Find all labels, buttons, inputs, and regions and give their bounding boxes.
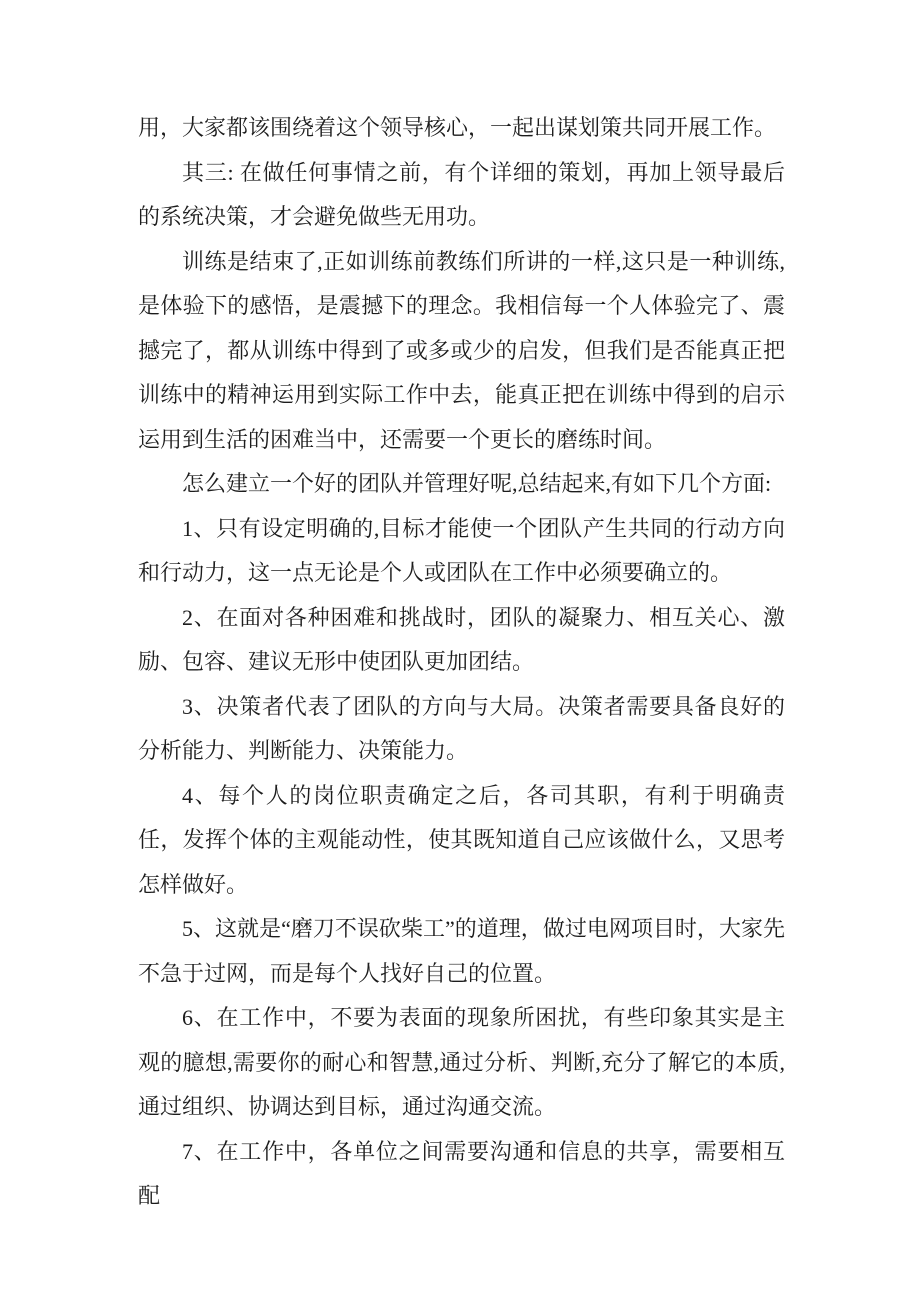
paragraph: 其三: 在做任何事情之前，有个详细的策划，再加上领导最后的系统决策，才会避免做些无用功。 [138,159,785,229]
paragraph: 5、这就是“磨刀不误砍柴工”的道理，做过电网项目时，大家先不急于过网，而是每个人找好自己的位置。 [138,916,785,986]
paragraph: 2、在面对各种困难和挑战时，团队的凝聚力、相互关心、激励、包容、建议无形中使团队更加团结。 [138,604,785,674]
paragraph: 7、在工作中，各单位之间需要沟通和信息的共享，需要相互配 [138,1138,785,1208]
paragraph: 用，大家都该围绕着这个领导核心，一起出谋划策共同开展工作。 [138,115,777,140]
paragraph: 怎么建立一个好的团队并管理好呢,总结起来,有如下几个方面: [182,471,772,496]
paragraph: 6、在工作中，不要为表面的现象所困扰，有些印象其实是主观的臆想,需要你的耐心和智慧,通过分析、判断,充分了解它的本质,通过组织、协调达到目标，通过沟通交流。 [138,1005,785,1119]
paragraph: 3、决策者代表了团队的方向与大局。决策者需要具备良好的分析能力、判断能力、决策能力。 [138,693,785,763]
paragraph: 1、只有设定明确的,目标才能使一个团队产生共同的行动方向和行动力，这一点无论是个人或团队在工作中必须要确立的。 [138,515,785,585]
paragraph: 训练是结束了,正如训练前教练们所讲的一样,这只是一种训练,是体验下的感悟，是震撼下的理念。我相信每一个人体验完了、震撼完了，都从训练中得到了或多或少的启发，但我们是否能真正把训练中的精神运用到实际工作中去，能真正把在训练中得到的启示运用到生活的困难当中，还需要一个更长的磨练时间。 [138,248,785,452]
paragraph: 4、每个人的岗位职责确定之后，各司其职，有利于明确责任，发挥个体的主观能动性，使其既知道自己应该做什么，又思考怎样做好。 [138,782,785,897]
